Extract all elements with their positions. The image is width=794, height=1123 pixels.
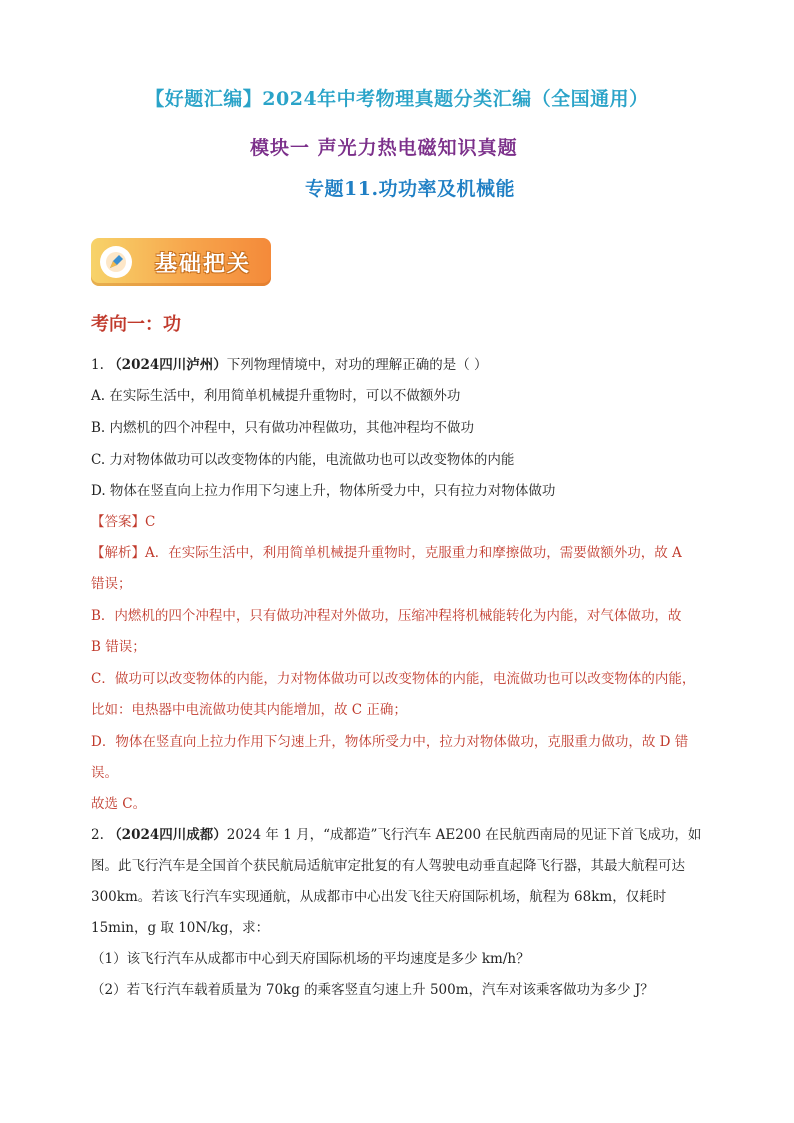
sub-question-2: （2）若飞行汽车载着质量为 70kg 的乘客竖直匀速上升 500m，汽车对该乘客做功为多少 J？ [91, 982, 654, 998]
analysis-line: 【解析】A．在实际生活中，利用简单机械提升重物时，克服重力和摩擦做功，需要做额外功，故 A [91, 545, 682, 561]
question-2-text: 300km。若该飞行汽车实现通航，从成都市中心出发飞往天府国际机场，航程为 68km，仅耗时 [91, 889, 667, 905]
analysis-line: 比如：电热器中电流做功使其内能增加，故 C 正确； [91, 702, 407, 718]
conclusion-line: 故选 C。 [91, 796, 147, 812]
question-number: 1. [91, 357, 104, 373]
option-c: C. 力对物体做功可以改变物体的内能，电流做功也可以改变物体的内能 [91, 452, 515, 468]
analysis-line: B．内燃机的四个冲程中，只有做功冲程对外做功，压缩冲程将机械能转化为内能，对气体做功，故 [91, 608, 682, 624]
document-title: 【好题汇编】2024年中考物理真题分类汇编（全国通用） [145, 88, 649, 110]
question-2-text: 15min，g 取 10N/kg，求： [91, 920, 270, 936]
pen-icon [100, 246, 132, 278]
sub-question-1: （1）该飞行汽车从成都市中心到天府国际机场的平均速度是多少 km/h？ [91, 951, 530, 967]
option-b: B. 内燃机的四个冲程中，只有做功冲程做功，其他冲程均不做功 [91, 420, 475, 436]
analysis-tag: 【解析】 [91, 545, 145, 561]
analysis-line: 错误； [91, 576, 132, 592]
question-source: （2024四川泸州） [108, 357, 227, 373]
topic-title: 专题11.功功率及机械能 [305, 178, 516, 200]
basics-banner [91, 238, 271, 286]
question-1-stem [91, 355, 488, 375]
question-number: 2. [91, 827, 104, 843]
answer-tag: 【答案】 [91, 514, 145, 530]
question-source: （2024四川成都） [108, 827, 227, 843]
question-2-stem: 2. （2024四川成都）2024 年 1 月，“成都造”飞行汽车 AE200 在民航西南局的见证下首飞成功，如 [91, 827, 702, 843]
section-heading: 考向一：功 [91, 314, 181, 335]
question-text: 下列物理情境中，对功的理解正确的是（ ） [226, 357, 488, 373]
analysis-line: 误。 [91, 765, 118, 781]
option-d: D. 物体在竖直向上拉力作用下匀速上升，物体所受力中，只有拉力对物体做功 [91, 483, 556, 499]
module-title: 模块一 声光力热电磁知识真题 [250, 137, 518, 159]
analysis-line: D．物体在竖直向上拉力作用下匀速上升，物体所受力中，拉力对物体做功，克服重力做功，故 D 错 [91, 734, 689, 750]
answer-value: C [145, 514, 156, 530]
question-2-text: 图。此飞行汽车是全国首个获民航局适航审定批复的有人驾驶电动垂直起降飞行器，其最大航程可达 [91, 858, 685, 874]
banner-label: 基础把关 [155, 252, 252, 277]
analysis-line: B 错误； [91, 639, 146, 655]
analysis-line: C．做功可以改变物体的内能，力对物体做功可以改变物体的内能，电流做功也可以改变物体的内能， [91, 671, 696, 687]
answer-line [91, 512, 155, 532]
option-a: A. 在实际生活中，利用简单机械提升重物时，可以不做额外功 [91, 388, 461, 404]
